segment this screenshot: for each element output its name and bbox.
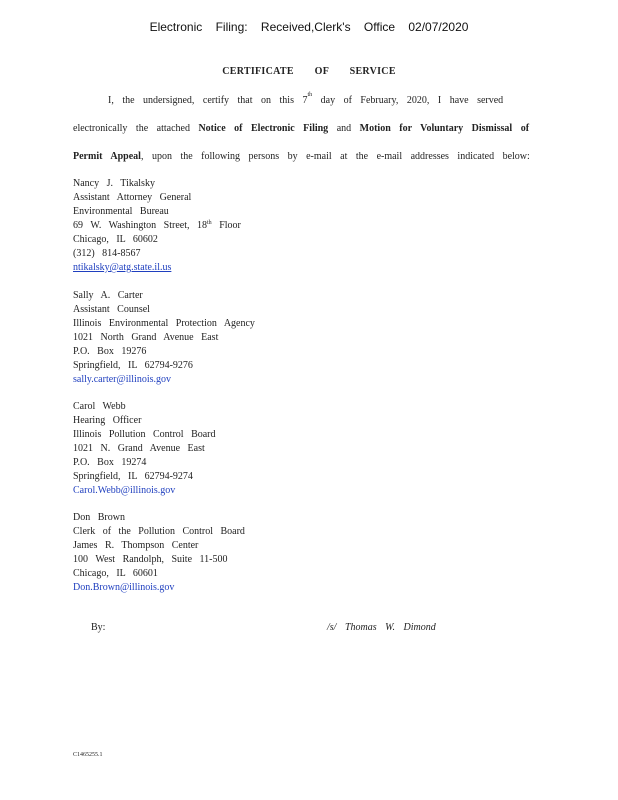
recipient-block <box>73 289 255 387</box>
recipient-email-link[interactable]: Carol.Webb@illinois.gov <box>73 485 176 496</box>
intro-text: and <box>336 123 352 134</box>
intro-text: I, the undersigned, certify that on this 7 <box>108 95 308 106</box>
recipient-block <box>73 400 216 498</box>
intro-line-1 <box>108 92 504 106</box>
certificate-title: CERTIFICATE OF SERVICE <box>222 66 396 77</box>
intro-text: , upon the following persons by e-mail at the e-mail addresses indicated below: <box>140 151 530 162</box>
intro-text: day of February, 2020, I have served <box>320 95 504 106</box>
recipient-address: 1021 N. Grand Avenue East <box>73 443 205 454</box>
recipient-pobox: P.O. Box 19276 <box>73 346 147 357</box>
recipient-city: Springfield, IL 62794-9276 <box>73 360 193 371</box>
recipient-block <box>73 177 241 275</box>
document-code: C1465255.1 <box>73 752 103 758</box>
recipient-address <box>73 219 241 233</box>
recipient-title: Assistant Attorney General <box>73 192 192 203</box>
recipient-title: Hearing Officer <box>73 415 142 426</box>
document-name: Notice of Electronic Filing <box>198 123 329 134</box>
recipient-city: Chicago, IL 60601 <box>73 568 158 579</box>
recipient-email-link[interactable]: sally.carter@illinois.gov <box>73 374 171 385</box>
recipient-title: Clerk of the Pollution Control Board <box>73 526 245 537</box>
address-text: Floor <box>219 220 241 231</box>
recipient-name: Don Brown <box>73 512 125 523</box>
recipient-block <box>73 511 245 595</box>
recipient-name: Nancy J. Tikalsky <box>73 178 155 189</box>
intro-line-2 <box>73 123 529 134</box>
ordinal-suffix: th <box>307 92 313 98</box>
recipient-city: Chicago, IL 60602 <box>73 234 158 245</box>
signature-signer: /s/ Thomas W. Dimond <box>327 622 436 633</box>
document-name: Permit Appeal <box>73 151 141 162</box>
recipient-org: Illinois Environmental Protection Agency <box>73 318 255 329</box>
recipient-city: Springfield, IL 62794-9274 <box>73 471 193 482</box>
recipient-pobox: P.O. Box 19274 <box>73 457 147 468</box>
intro-text: electronically the attached <box>73 123 190 134</box>
ordinal-suffix: th <box>207 220 212 226</box>
document-name: Motion for Voluntary Dismissal of <box>359 123 530 134</box>
recipient-name: Sally A. Carter <box>73 290 143 301</box>
recipient-title: Assistant Counsel <box>73 304 150 315</box>
recipient-org: Illinois Pollution Control Board <box>73 429 216 440</box>
intro-line-3 <box>73 151 530 162</box>
recipient-name: Carol Webb <box>73 401 126 412</box>
recipient-address: 1021 North Grand Avenue East <box>73 332 219 343</box>
recipient-email-link[interactable]: Don.Brown@illinois.gov <box>73 582 175 593</box>
recipient-email-link[interactable]: ntikalsky@atg.state.il.us <box>73 262 172 273</box>
recipient-address: 100 West Randolph, Suite 11-500 <box>73 554 228 565</box>
recipient-phone: (312) 814-8567 <box>73 248 141 259</box>
recipient-org: Environmental Bureau <box>73 206 169 217</box>
filing-stamp-header: Electronic Filing: Received,Clerk's Office 02/07/2020 <box>149 20 469 34</box>
recipient-org: James R. Thompson Center <box>73 540 199 551</box>
signature-by-label: By: <box>91 622 106 633</box>
address-text: 69 W. Washington Street, 18 <box>73 220 208 231</box>
